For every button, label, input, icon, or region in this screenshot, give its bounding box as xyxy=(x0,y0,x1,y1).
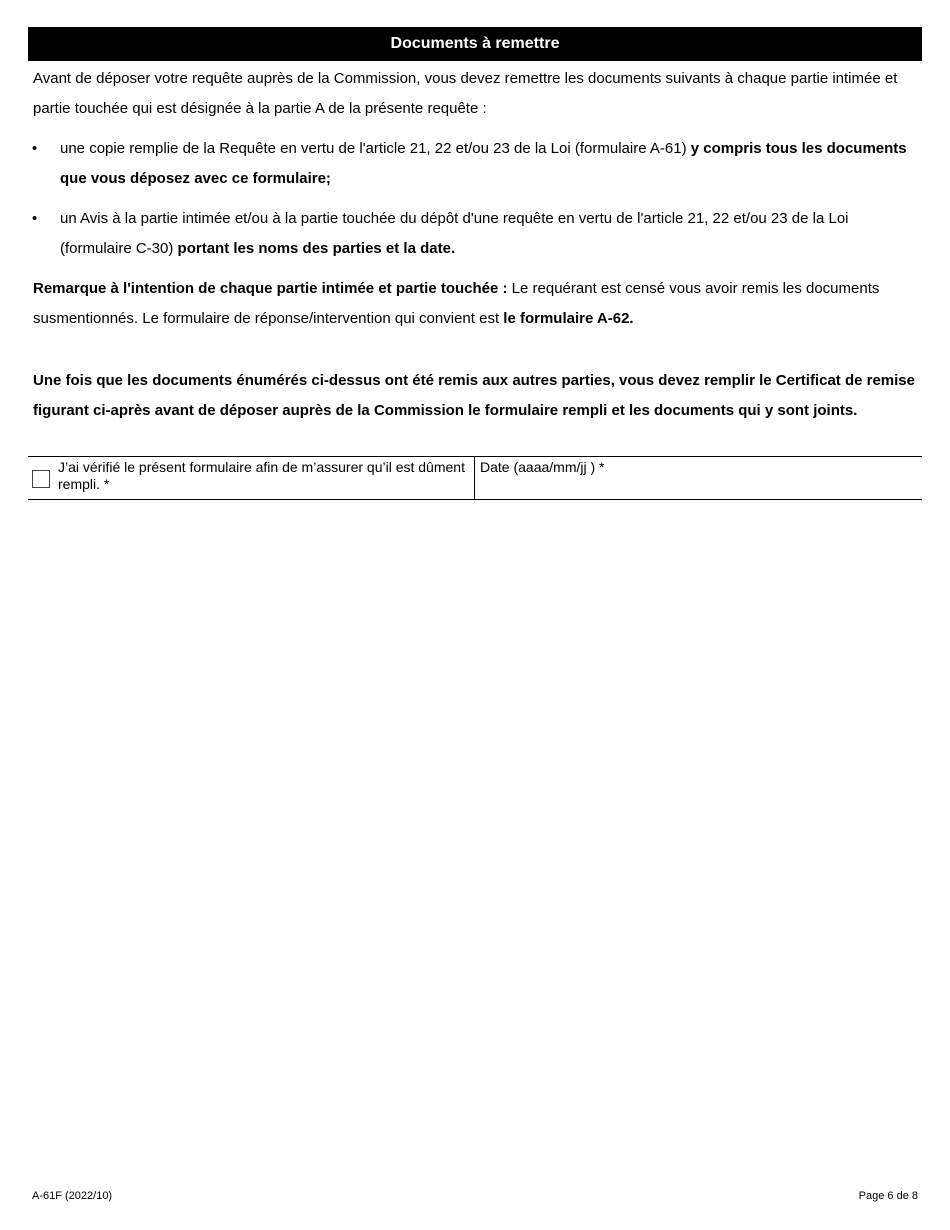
remark-lead: Remarque à l'intention de chaque partie intimée et partie touchée : xyxy=(33,280,508,297)
section-header: Documents à remettre xyxy=(28,27,922,61)
list-item-text: une copie remplie de la Requête en vertu de l'article 21, 22 et/ou 23 de la Loi (formulaire A-61) xyxy=(60,140,687,157)
remark-text: Le requérant est censé vous avoir remis les documents susmentionnés. Le formulaire de réponse/intervention qui convient est xyxy=(33,280,880,327)
verification-table xyxy=(28,456,922,500)
page-number: Page 6 de 8 xyxy=(858,1190,918,1202)
bullet-marker: • xyxy=(32,140,38,157)
form-page xyxy=(28,27,922,500)
list-item-bold-text: y compris tous les documents que vous déposez avec ce formulaire; xyxy=(60,140,907,187)
list-item xyxy=(28,134,922,193)
list-item-text: un Avis à la partie intimée et/ou à la partie touchée du dépôt d'une requête en vertu de l'article 21, 22 et/ou 23 de la Loi (formulaire C-30) xyxy=(60,210,849,257)
remark-form-reference: le formulaire A-62. xyxy=(503,309,634,327)
verification-checkbox-cell xyxy=(28,457,475,499)
intro-paragraph: Avant de déposer votre requête auprès de la Commission, vous devez remettre les documents suivants à chaque partie intimée et partie touchée qui est désignée à la partie A de la présente requête : xyxy=(33,70,898,117)
form-identifier: A-61F (2022/10) xyxy=(32,1190,113,1202)
list-item xyxy=(28,204,922,263)
remark-paragraph xyxy=(28,274,922,333)
verification-checkbox[interactable] xyxy=(32,470,50,488)
verification-checkbox-label: J’ai vérifié le présent formulaire afin de m’assurer qu’il est dûment rempli. * xyxy=(58,459,465,492)
bullet-marker: • xyxy=(32,210,38,227)
list-item-bold-text: portant les noms des parties et la date. xyxy=(177,239,456,257)
certificate-instruction: Une fois que les documents énumérés ci-dessus ont été remis aux autres parties, vous devez remplir le Certificat de remise figurant ci-après avant de déposer auprès de la Commission le formulaire rempli et les documents qui y sont joints. xyxy=(33,372,915,419)
date-field[interactable] xyxy=(475,457,922,499)
documents-list xyxy=(28,134,922,263)
date-field-label: Date (aaaa/mm/jj ) * xyxy=(480,459,605,475)
